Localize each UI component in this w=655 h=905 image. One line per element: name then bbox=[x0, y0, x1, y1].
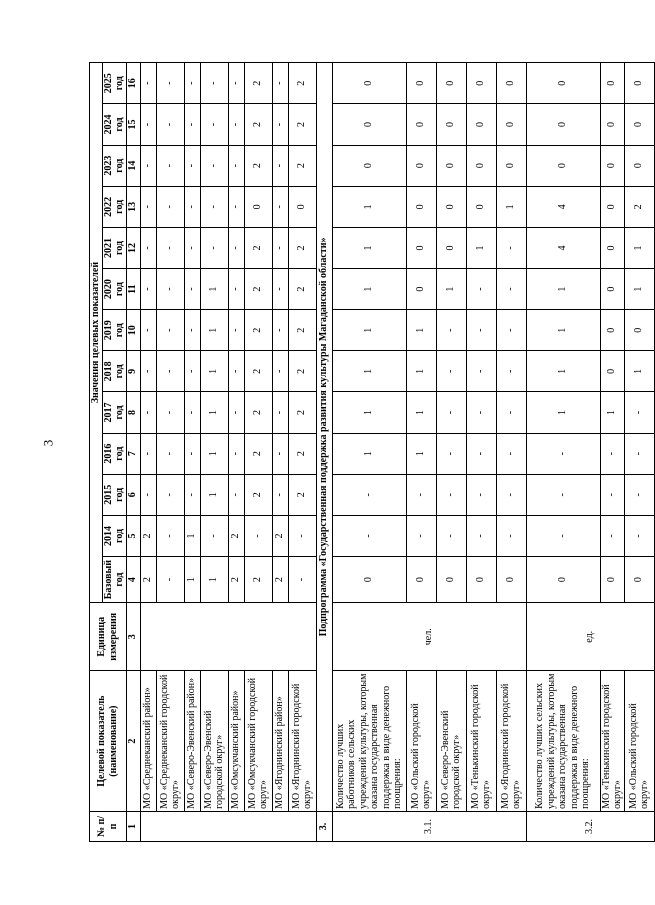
value-cell: - bbox=[228, 433, 244, 474]
header-year: 2018 год bbox=[102, 351, 126, 392]
value-cell: - bbox=[140, 227, 156, 268]
value-cell: - bbox=[272, 310, 288, 351]
value-cell: 2 bbox=[244, 351, 272, 392]
indicator-name: МО «Ольский городской округ» bbox=[624, 671, 654, 812]
value-cell: 2 bbox=[244, 227, 272, 268]
value-cell: - bbox=[600, 474, 624, 515]
table-row bbox=[466, 63, 496, 842]
header-year: 2023 год bbox=[102, 145, 126, 186]
value-cell: - bbox=[526, 433, 600, 474]
value-cell: 0 bbox=[406, 63, 436, 104]
value-cell: 0 bbox=[406, 186, 436, 227]
value-cell: 1 bbox=[406, 392, 436, 433]
table-row bbox=[496, 63, 526, 842]
value-cell: - bbox=[406, 515, 436, 556]
value-cell: 0 bbox=[526, 63, 600, 104]
column-number: 7 bbox=[126, 433, 140, 474]
value-cell: 2 bbox=[140, 557, 156, 603]
value-cell: - bbox=[140, 145, 156, 186]
value-cell: 0 bbox=[466, 557, 496, 603]
column-number: 16 bbox=[126, 63, 140, 104]
page-number: 3 bbox=[40, 439, 56, 447]
column-number: 9 bbox=[126, 351, 140, 392]
value-cell: 1 bbox=[526, 269, 600, 310]
indicator-name: МО «Ольский городской округ» bbox=[406, 671, 436, 812]
value-cell: - bbox=[156, 104, 184, 145]
value-cell: - bbox=[526, 515, 600, 556]
value-cell: 1 bbox=[200, 392, 228, 433]
table-row bbox=[184, 63, 200, 842]
indicator-name: МО «Среднеканский городской округ» bbox=[156, 671, 184, 812]
value-cell: - bbox=[184, 351, 200, 392]
value-cell: 0 bbox=[496, 145, 526, 186]
header-values-group: Значения целевых показателей bbox=[90, 63, 103, 603]
value-cell: - bbox=[200, 145, 228, 186]
value-cell: 0 bbox=[600, 310, 624, 351]
value-cell: - bbox=[140, 474, 156, 515]
value-cell: - bbox=[496, 269, 526, 310]
indicator-name: Количество лучших сельских учреждений культуры, которым оказана государственная поддержка в виде денежного поощрения: bbox=[526, 671, 600, 812]
value-cell: 2 bbox=[288, 310, 316, 351]
value-cell: 1 bbox=[200, 351, 228, 392]
value-cell: - bbox=[228, 269, 244, 310]
value-cell: - bbox=[272, 186, 288, 227]
value-cell: 2 bbox=[244, 557, 272, 603]
value-cell: 0 bbox=[466, 104, 496, 145]
value-cell: - bbox=[156, 63, 184, 104]
value-cell: - bbox=[156, 474, 184, 515]
value-cell: 2 bbox=[288, 145, 316, 186]
table-row bbox=[156, 63, 184, 842]
value-cell: 1 bbox=[200, 557, 228, 603]
value-cell: 2 bbox=[228, 515, 244, 556]
indicator-name: МО «Тенькинский городской округ» bbox=[466, 671, 496, 812]
value-cell: 2 bbox=[244, 310, 272, 351]
value-cell: - bbox=[184, 269, 200, 310]
value-cell: 0 bbox=[624, 557, 654, 603]
header-year: 2015 год bbox=[102, 474, 126, 515]
value-cell: - bbox=[600, 433, 624, 474]
value-cell: - bbox=[184, 104, 200, 145]
value-cell: 0 bbox=[624, 104, 654, 145]
value-cell: - bbox=[272, 145, 288, 186]
value-cell: - bbox=[200, 104, 228, 145]
column-number: 6 bbox=[126, 474, 140, 515]
table-row bbox=[200, 63, 228, 842]
value-cell: 0 bbox=[288, 186, 316, 227]
value-cell: 4 bbox=[526, 227, 600, 268]
value-cell: 0 bbox=[496, 557, 526, 603]
value-cell: - bbox=[184, 433, 200, 474]
column-number: 10 bbox=[126, 310, 140, 351]
value-cell: 1 bbox=[332, 227, 406, 268]
value-cell: 2 bbox=[244, 63, 272, 104]
value-cell: - bbox=[600, 515, 624, 556]
value-cell: - bbox=[288, 515, 316, 556]
value-cell: 1 bbox=[332, 269, 406, 310]
value-cell: - bbox=[156, 392, 184, 433]
value-cell: - bbox=[228, 145, 244, 186]
value-cell: 0 bbox=[466, 145, 496, 186]
value-cell: - bbox=[496, 310, 526, 351]
value-cell: 0 bbox=[624, 145, 654, 186]
table-row bbox=[244, 63, 272, 842]
value-cell: - bbox=[140, 392, 156, 433]
value-cell: - bbox=[184, 392, 200, 433]
value-cell: 1 bbox=[332, 392, 406, 433]
value-cell: - bbox=[624, 515, 654, 556]
table-row bbox=[272, 63, 288, 842]
value-cell: - bbox=[272, 392, 288, 433]
value-cell: - bbox=[436, 351, 466, 392]
value-cell: 0 bbox=[496, 63, 526, 104]
value-cell: 1 bbox=[526, 351, 600, 392]
value-cell: - bbox=[228, 186, 244, 227]
value-cell: 2 bbox=[288, 351, 316, 392]
value-cell: - bbox=[140, 433, 156, 474]
indicator-name: МО «Северо-Эвенский район» bbox=[184, 671, 200, 812]
value-cell: - bbox=[244, 515, 272, 556]
header-unit: Единица измерения bbox=[90, 603, 127, 671]
table-row bbox=[140, 63, 156, 842]
value-cell: - bbox=[156, 145, 184, 186]
value-cell: 1 bbox=[406, 351, 436, 392]
value-cell: 0 bbox=[496, 104, 526, 145]
indicator-name: МО «Ягоднинский городской округ» bbox=[288, 671, 316, 812]
indicator-name: МО «Омсукчанский городской округ» bbox=[244, 671, 272, 812]
value-cell: 0 bbox=[332, 145, 406, 186]
value-cell: - bbox=[496, 474, 526, 515]
value-cell: - bbox=[466, 351, 496, 392]
value-cell: 0 bbox=[466, 63, 496, 104]
value-cell: 2 bbox=[288, 63, 316, 104]
value-cell: - bbox=[496, 392, 526, 433]
column-number: 4 bbox=[126, 557, 140, 603]
value-cell: 1 bbox=[184, 557, 200, 603]
value-cell: - bbox=[140, 186, 156, 227]
value-cell: - bbox=[272, 269, 288, 310]
header-year: 2017 год bbox=[102, 392, 126, 433]
table-row bbox=[406, 63, 436, 842]
value-cell: 0 bbox=[526, 145, 600, 186]
value-cell: - bbox=[200, 186, 228, 227]
column-number: 13 bbox=[126, 186, 140, 227]
subprogram-row bbox=[316, 63, 332, 842]
value-cell: 0 bbox=[600, 269, 624, 310]
header-year: 2024 год bbox=[102, 104, 126, 145]
header-indicator: Целевой показатель (наименование) bbox=[90, 671, 127, 812]
value-cell: - bbox=[466, 310, 496, 351]
value-cell: 0 bbox=[600, 351, 624, 392]
value-cell: - bbox=[200, 227, 228, 268]
header-year: 2022 год bbox=[102, 186, 126, 227]
value-cell: 0 bbox=[600, 104, 624, 145]
value-cell: 0 bbox=[436, 186, 466, 227]
value-cell: - bbox=[332, 515, 406, 556]
value-cell: - bbox=[184, 186, 200, 227]
value-cell: - bbox=[184, 145, 200, 186]
value-cell: - bbox=[156, 433, 184, 474]
header-year: 2016 год bbox=[102, 433, 126, 474]
value-cell: 1 bbox=[332, 351, 406, 392]
value-cell: - bbox=[272, 63, 288, 104]
table-row bbox=[526, 63, 600, 842]
value-cell: 1 bbox=[332, 310, 406, 351]
subprogram-num: 3. bbox=[316, 811, 332, 841]
value-cell: - bbox=[140, 104, 156, 145]
value-cell: 1 bbox=[624, 227, 654, 268]
value-cell: 2 bbox=[244, 269, 272, 310]
column-number: 2 bbox=[126, 671, 140, 812]
value-cell: - bbox=[184, 63, 200, 104]
value-cell: 2 bbox=[288, 104, 316, 145]
value-cell: 2 bbox=[288, 433, 316, 474]
value-cell: 2 bbox=[244, 433, 272, 474]
indicator-name: Количество лучших работников сельских учреждений культуры, которым оказана государственная поддержка в виде денежного поощрения: bbox=[332, 671, 406, 812]
num-cell bbox=[140, 811, 316, 841]
value-cell: 0 bbox=[406, 269, 436, 310]
value-cell: 2 bbox=[244, 145, 272, 186]
value-cell: 0 bbox=[526, 557, 600, 603]
column-number-row bbox=[126, 63, 140, 842]
value-cell: - bbox=[436, 433, 466, 474]
value-cell: 0 bbox=[600, 557, 624, 603]
header-year: 2014 год bbox=[102, 515, 126, 556]
value-cell: - bbox=[156, 186, 184, 227]
table-row bbox=[228, 63, 244, 842]
value-cell: 2 bbox=[244, 392, 272, 433]
column-number: 3 bbox=[126, 603, 140, 671]
value-cell: - bbox=[140, 310, 156, 351]
indicator-name: МО «Омсукчанский район» bbox=[228, 671, 244, 812]
value-cell: 2 bbox=[228, 557, 244, 603]
column-number: 15 bbox=[126, 104, 140, 145]
value-cell: 0 bbox=[436, 557, 466, 603]
value-cell: 0 bbox=[436, 104, 466, 145]
value-cell: 1 bbox=[624, 351, 654, 392]
value-cell: 1 bbox=[406, 310, 436, 351]
value-cell: 0 bbox=[600, 145, 624, 186]
table-row bbox=[288, 63, 316, 842]
indicator-name: МО «Северо-Эвенский городской округ» bbox=[436, 671, 466, 812]
value-cell: - bbox=[272, 227, 288, 268]
column-number: 8 bbox=[126, 392, 140, 433]
value-cell: - bbox=[436, 392, 466, 433]
value-cell: - bbox=[156, 269, 184, 310]
value-cell: - bbox=[184, 310, 200, 351]
value-cell: - bbox=[526, 474, 600, 515]
table-row bbox=[332, 63, 406, 842]
value-cell: - bbox=[228, 63, 244, 104]
value-cell: 1 bbox=[406, 433, 436, 474]
value-cell: 0 bbox=[406, 557, 436, 603]
value-cell: 0 bbox=[244, 186, 272, 227]
item-num: 3.2. bbox=[526, 811, 654, 841]
rotated-table-wrapper bbox=[89, 62, 650, 842]
value-cell: - bbox=[272, 104, 288, 145]
unit-cell: чел. bbox=[332, 603, 526, 671]
value-cell: - bbox=[156, 557, 184, 603]
column-number: 11 bbox=[126, 269, 140, 310]
value-cell: 0 bbox=[436, 227, 466, 268]
value-cell: 0 bbox=[436, 63, 466, 104]
column-number: 1 bbox=[126, 811, 140, 841]
value-cell: 2 bbox=[624, 186, 654, 227]
indicator-name: МО «Ягоднинский городской округ» bbox=[496, 671, 526, 812]
header-year: 2021 год bbox=[102, 227, 126, 268]
value-cell: - bbox=[436, 515, 466, 556]
value-cell: - bbox=[184, 474, 200, 515]
value-cell: - bbox=[288, 557, 316, 603]
value-cell: 0 bbox=[526, 104, 600, 145]
value-cell: - bbox=[140, 269, 156, 310]
table-row bbox=[624, 63, 654, 842]
indicator-name: МО «Ягоднинский район» bbox=[272, 671, 288, 812]
value-cell: 1 bbox=[496, 186, 526, 227]
value-cell: - bbox=[156, 310, 184, 351]
value-cell: 2 bbox=[288, 474, 316, 515]
header-num: № п/п bbox=[90, 811, 127, 841]
value-cell: 2 bbox=[272, 515, 288, 556]
header-year: 2020 год bbox=[102, 269, 126, 310]
value-cell: 2 bbox=[288, 227, 316, 268]
value-cell: - bbox=[156, 351, 184, 392]
value-cell: 0 bbox=[406, 145, 436, 186]
value-cell: - bbox=[184, 227, 200, 268]
item-num: 3.1. bbox=[332, 811, 526, 841]
value-cell: 2 bbox=[140, 515, 156, 556]
value-cell: 2 bbox=[244, 474, 272, 515]
value-cell: 1 bbox=[200, 433, 228, 474]
value-cell: - bbox=[466, 269, 496, 310]
value-cell: 1 bbox=[184, 515, 200, 556]
unit-cell bbox=[140, 603, 316, 671]
value-cell: 1 bbox=[624, 269, 654, 310]
value-cell: - bbox=[466, 515, 496, 556]
value-cell: - bbox=[466, 474, 496, 515]
value-cell: 1 bbox=[600, 392, 624, 433]
indicator-name: МО «Северо-Эвенский городской округ» bbox=[200, 671, 228, 812]
value-cell: 1 bbox=[332, 186, 406, 227]
value-cell: - bbox=[624, 392, 654, 433]
value-cell: - bbox=[200, 63, 228, 104]
value-cell: - bbox=[496, 351, 526, 392]
value-cell: 1 bbox=[332, 433, 406, 474]
value-cell: - bbox=[228, 351, 244, 392]
value-cell: 4 bbox=[526, 186, 600, 227]
value-cell: - bbox=[228, 104, 244, 145]
value-cell: 1 bbox=[200, 474, 228, 515]
column-number: 5 bbox=[126, 515, 140, 556]
value-cell: - bbox=[496, 433, 526, 474]
subprogram-title: Подпрограмма «Государственная поддержка развития культуры Магаданской области» bbox=[316, 63, 332, 812]
table-row bbox=[600, 63, 624, 842]
value-cell: - bbox=[436, 474, 466, 515]
value-cell: 0 bbox=[600, 186, 624, 227]
value-cell: 0 bbox=[624, 63, 654, 104]
header-row-1 bbox=[90, 63, 103, 842]
value-cell: - bbox=[156, 515, 184, 556]
value-cell: 0 bbox=[600, 63, 624, 104]
value-cell: - bbox=[272, 433, 288, 474]
unit-cell: ед. bbox=[526, 603, 654, 671]
value-cell: 1 bbox=[466, 227, 496, 268]
value-cell: - bbox=[496, 515, 526, 556]
value-cell: 2 bbox=[288, 392, 316, 433]
value-cell: 0 bbox=[466, 186, 496, 227]
value-cell: 0 bbox=[436, 145, 466, 186]
value-cell: 2 bbox=[288, 269, 316, 310]
value-cell: - bbox=[156, 227, 184, 268]
value-cell: 1 bbox=[526, 392, 600, 433]
value-cell: 0 bbox=[624, 310, 654, 351]
value-cell: - bbox=[436, 310, 466, 351]
value-cell: 1 bbox=[526, 310, 600, 351]
value-cell: 0 bbox=[406, 104, 436, 145]
table-body bbox=[126, 63, 654, 842]
value-cell: - bbox=[406, 474, 436, 515]
value-cell: 0 bbox=[332, 104, 406, 145]
value-cell: - bbox=[228, 474, 244, 515]
table-row bbox=[436, 63, 466, 842]
value-cell: 0 bbox=[406, 227, 436, 268]
value-cell: 0 bbox=[332, 557, 406, 603]
indicator-name: МО «Тенькинский городской округ» bbox=[600, 671, 624, 812]
header-base: Базовый год bbox=[102, 557, 126, 603]
indicator-name: МО «Среднеканский район» bbox=[140, 671, 156, 812]
column-number: 12 bbox=[126, 227, 140, 268]
value-cell: 2 bbox=[272, 557, 288, 603]
value-cell: - bbox=[272, 474, 288, 515]
value-cell: 1 bbox=[200, 310, 228, 351]
value-cell: - bbox=[624, 433, 654, 474]
value-cell: - bbox=[496, 227, 526, 268]
value-cell: - bbox=[200, 515, 228, 556]
header-year: 2025 год bbox=[102, 63, 126, 104]
header-year: 2019 год bbox=[102, 310, 126, 351]
value-cell: - bbox=[466, 392, 496, 433]
value-cell: 0 bbox=[332, 63, 406, 104]
value-cell: - bbox=[140, 351, 156, 392]
value-cell: 1 bbox=[436, 269, 466, 310]
value-cell: 2 bbox=[244, 104, 272, 145]
value-cell: - bbox=[332, 474, 406, 515]
value-cell: - bbox=[228, 310, 244, 351]
value-cell: - bbox=[228, 392, 244, 433]
value-cell: - bbox=[272, 351, 288, 392]
value-cell: - bbox=[228, 227, 244, 268]
value-cell: - bbox=[466, 433, 496, 474]
value-cell: - bbox=[624, 474, 654, 515]
column-number: 14 bbox=[126, 145, 140, 186]
value-cell: 1 bbox=[200, 269, 228, 310]
value-cell: 0 bbox=[600, 227, 624, 268]
indicators-table bbox=[89, 62, 655, 842]
value-cell: - bbox=[140, 63, 156, 104]
